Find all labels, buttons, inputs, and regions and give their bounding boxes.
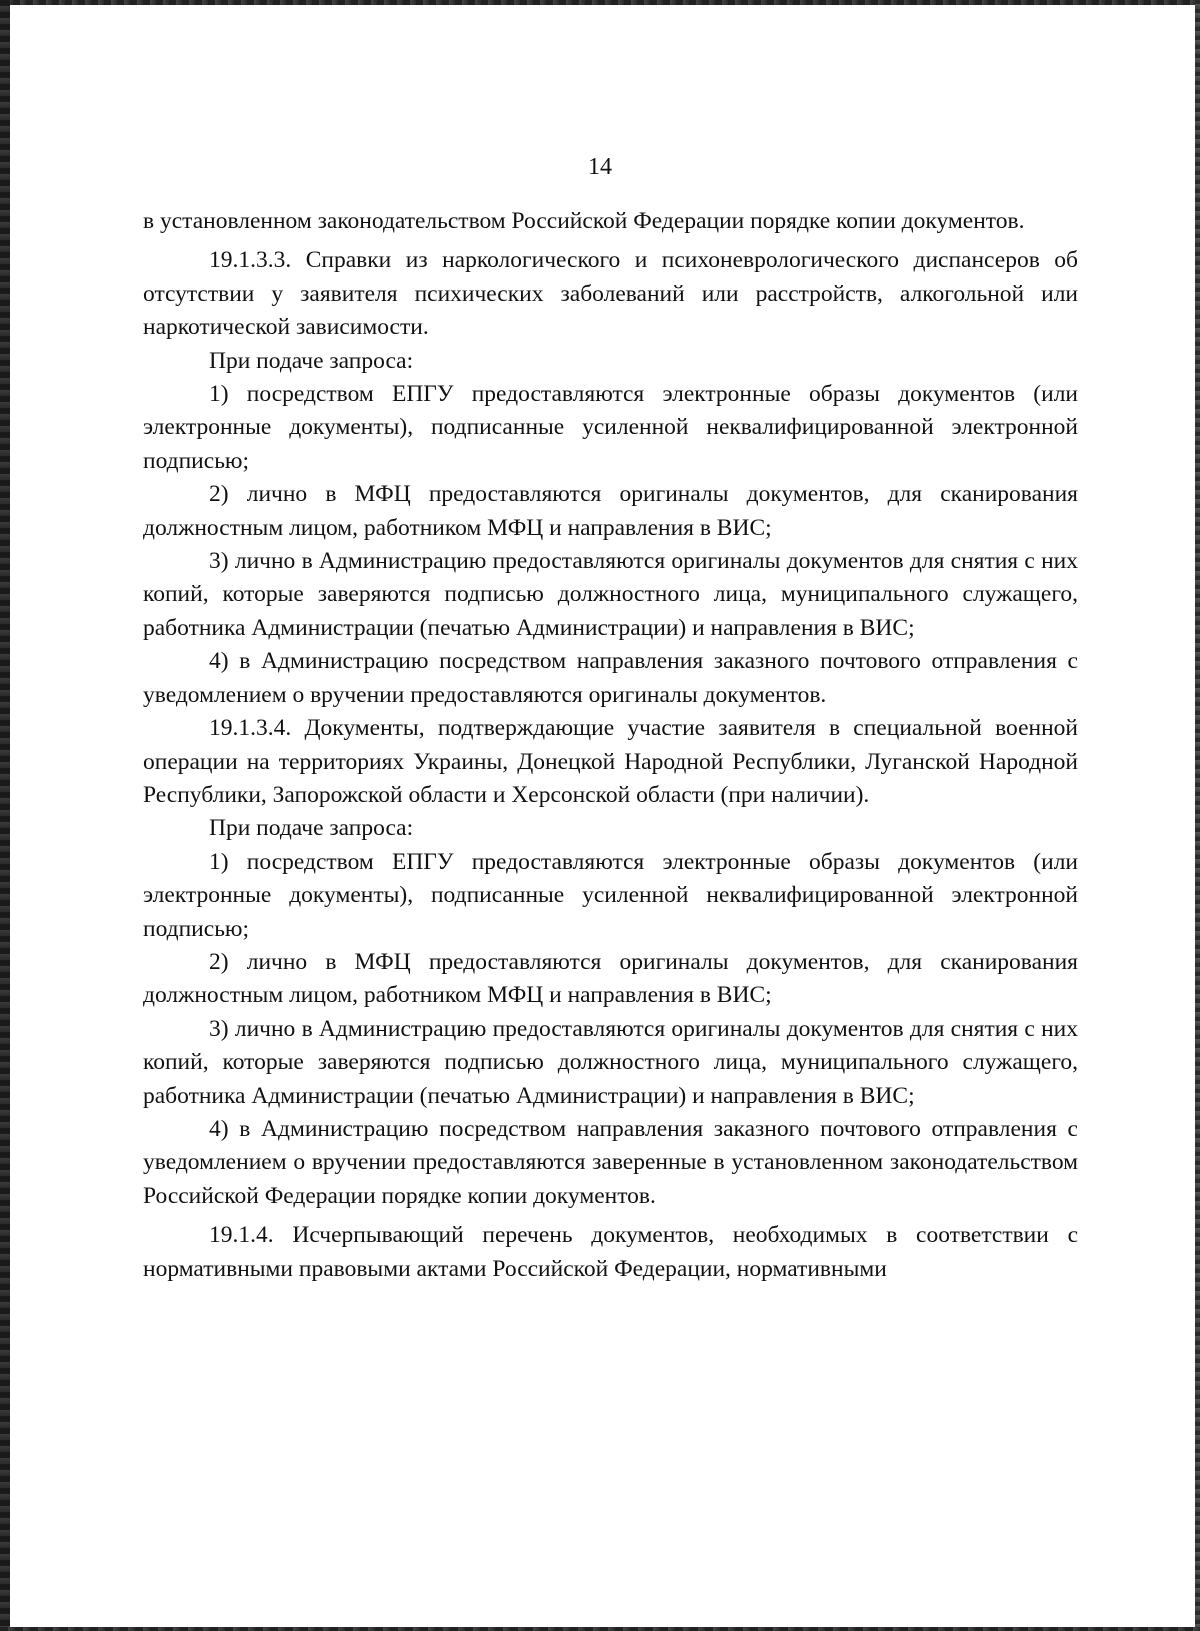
document-body bbox=[143, 205, 1078, 1286]
paragraph-19-1-3-3: 19.1.3.3. Справки из наркологического и психоневрологического диспансеров об отсутствии у заявителя психических заболеваний или расстройств, алкогольной или наркотической зависимости. bbox=[143, 247, 1078, 341]
paragraph-19-1-4: 19.1.4. Исчерпывающий перечень документов, необходимых в соответствии с нормативными правовыми актами Российской Федерации, нормативными bbox=[143, 1222, 1078, 1282]
scan-edge-left bbox=[0, 0, 10, 1631]
paragraph-request-heading: При подаче запроса: bbox=[209, 815, 414, 842]
list-item-administration-in-person: 3) лично в Администрацию предоставляются оригиналы документов для снятия с них копий, которые заверяются подписью должностного лица, муниципального служащего, работника Администрации (печатью Администрации) и направления в ВИС; bbox=[143, 1015, 1078, 1109]
list-item-mfc: 2) лично в МФЦ предоставляются оригиналы документов, для сканирования должностным лицом, работником МФЦ и направления в ВИС; bbox=[143, 481, 1078, 541]
paragraph-continuation: в установленном законодательством Российской Федерации порядке копии документов. bbox=[143, 208, 1025, 234]
scan-edge-top bbox=[0, 0, 1200, 5]
page-number: 14 bbox=[588, 154, 612, 180]
scan-edge-right bbox=[1195, 0, 1200, 1631]
list-item-administration-post: 4) в Администрацию посредством направления заказного почтового отправления с уведомлением о вручении предоставляются оригиналы документов. bbox=[143, 648, 1078, 708]
list-item-epgu: 1) посредством ЕПГУ предоставляются электронные образы документов (или электронные документы), подписанные усиленной неквалифицированной электронной подписью; bbox=[143, 381, 1078, 474]
paragraph-19-1-3-4: 19.1.3.4. Документы, подтверждающие участие заявителя в специальной военной операции на территориях Украины, Донецкой Народной Республики, Луганской Народной Республики, Запорожской области и Херсонской области (при наличии). bbox=[143, 715, 1078, 808]
scan-edge-bottom bbox=[0, 1627, 1200, 1631]
list-item-mfc: 2) лично в МФЦ предоставляются оригиналы документов, для сканирования должностным лицом, работником МФЦ и направления в ВИС; bbox=[143, 948, 1078, 1009]
list-item-epgu: 1) посредством ЕПГУ предоставляются электронные образы документов (или электронные документы), подписанные усиленной неквалифицированной электронной подписью; bbox=[143, 848, 1078, 942]
paragraph-request-heading: При подаче запроса: bbox=[209, 347, 414, 374]
list-item-administration-in-person: 3) лично в Администрацию предоставляются оригиналы документов для снятия с них копий, которые заверяются подписью должностного лица, муниципального служащего, работника Администрации (печатью Администрации) и направления в ВИС; bbox=[143, 548, 1078, 641]
list-item-administration-post: 4) в Администрацию посредством направления заказного почтового отправления с уведомлением о вручении предоставляются заверенные в установленном законодательством Российской Федерации порядке копии документов. bbox=[143, 1115, 1078, 1209]
